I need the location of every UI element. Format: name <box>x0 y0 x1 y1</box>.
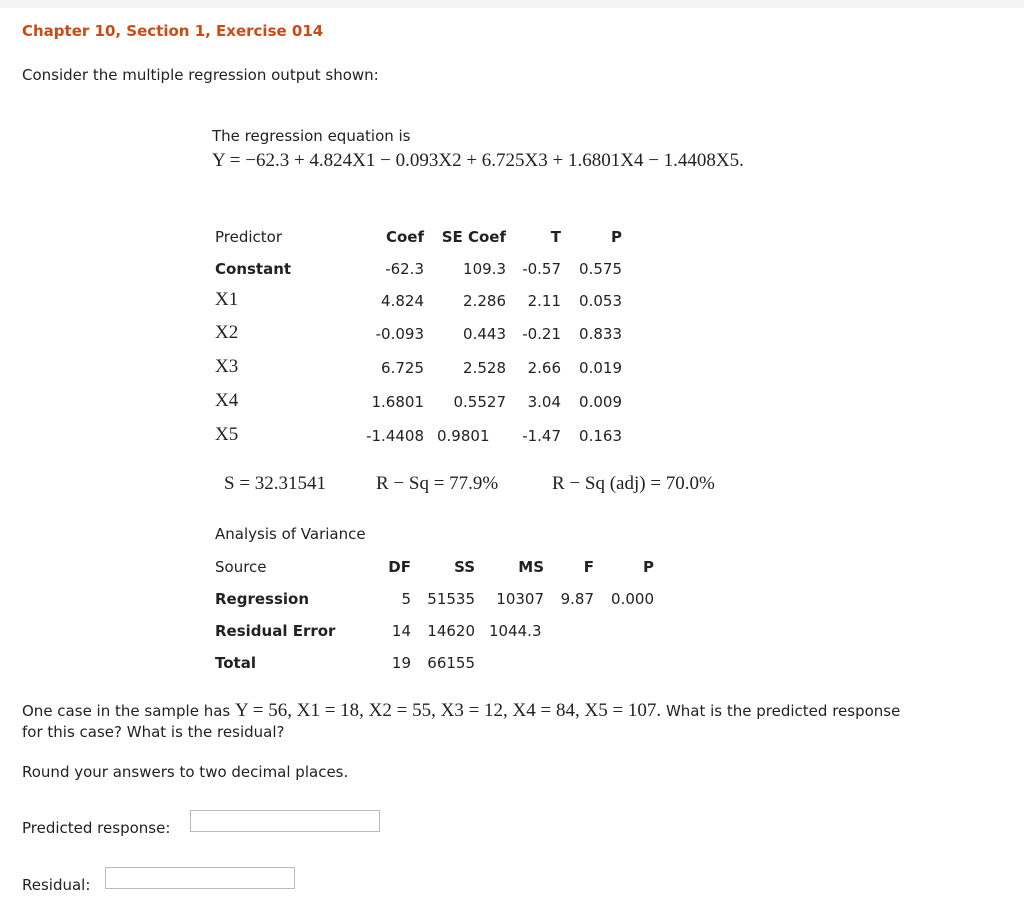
question-prefix: One case in the sample has <box>22 702 231 720</box>
header-se-coef: SE Coef <box>441 228 506 246</box>
table-row <box>0 653 1024 673</box>
std-error-stat: S = 32.31541 <box>224 473 327 494</box>
anova-title: Analysis of Variance <box>215 525 366 543</box>
p-value: 0.009 <box>579 393 622 411</box>
predictor-name: X5 <box>215 424 239 445</box>
table-row <box>0 324 1024 344</box>
predicted-response-input[interactable] <box>190 810 380 832</box>
t-value: 2.11 <box>527 292 561 310</box>
coef-value: -62.3 <box>385 260 424 278</box>
rounding-instruction: Round your answers to two decimal places. <box>22 763 349 781</box>
r-squared-adj-stat: R − Sq (adj) = 70.0% <box>552 473 715 494</box>
p-value: 0.163 <box>579 427 622 445</box>
t-value: -0.21 <box>522 325 561 343</box>
table-row <box>0 589 1024 609</box>
header-coef: Coef <box>385 228 424 246</box>
coef-value: -1.4408 <box>366 427 424 445</box>
source-name: Residual Error <box>215 622 336 640</box>
ms-value: 10307 <box>496 590 544 608</box>
header-f: F <box>583 558 594 576</box>
anova-header-row <box>0 557 1024 577</box>
se-coef-value: 0.9801 <box>437 427 490 445</box>
table-row <box>0 358 1024 378</box>
predictor-name: X1 <box>215 289 239 310</box>
header-predictor: Predictor <box>215 228 283 246</box>
table-row <box>0 426 1024 446</box>
ms-value: 1044.3 <box>489 622 542 640</box>
predictor-name: X3 <box>215 356 239 377</box>
table-row <box>0 259 1024 279</box>
p-value: 0.019 <box>579 359 622 377</box>
residual-label: Residual: <box>22 876 91 894</box>
f-value: 9.87 <box>560 590 594 608</box>
header-p: P <box>611 228 622 246</box>
header-ss: SS <box>454 558 475 576</box>
ss-value: 14620 <box>427 622 475 640</box>
se-coef-value: 109.3 <box>463 260 506 278</box>
page-title: Chapter 10, Section 1, Exercise 014 <box>22 22 324 40</box>
coef-value: -0.093 <box>375 325 424 343</box>
header-df: DF <box>388 558 411 576</box>
header-p: P <box>643 558 654 576</box>
source-name: Total <box>215 654 256 672</box>
coef-header-row <box>0 227 1024 247</box>
equation-label: The regression equation is <box>212 127 411 145</box>
p-value: 0.833 <box>579 325 622 343</box>
se-coef-value: 0.5527 <box>453 393 506 411</box>
coef-value: 1.6801 <box>371 393 424 411</box>
header-ms: MS <box>518 558 544 576</box>
se-coef-value: 2.528 <box>463 359 506 377</box>
df-value: 19 <box>391 654 411 672</box>
header-source: Source <box>215 558 267 576</box>
predictor-name: X2 <box>215 322 239 343</box>
df-value: 14 <box>391 622 411 640</box>
se-coef-value: 2.286 <box>463 292 506 310</box>
p-value: 0.575 <box>579 260 622 278</box>
top-bar <box>0 0 1024 8</box>
regression-equation: Y = −62.3 + 4.824X1 − 0.093X2 + 6.725X3 + 1.6801X4 − 1.4408X5. <box>212 150 744 171</box>
t-value: -1.47 <box>522 427 561 445</box>
p-value: 0.000 <box>611 590 654 608</box>
p-value: 0.053 <box>579 292 622 310</box>
predictor-name: Constant <box>215 260 292 278</box>
t-value: 2.66 <box>527 359 561 377</box>
header-t: T <box>550 228 561 246</box>
intro-text: Consider the multiple regression output shown: <box>22 66 379 84</box>
question-line <box>22 700 1022 722</box>
coef-value: 6.725 <box>381 359 424 377</box>
ss-value: 66155 <box>427 654 475 672</box>
question-line-2: for this case? What is the residual? <box>22 723 285 741</box>
coef-value: 4.824 <box>381 292 424 310</box>
case-values: Y = 56, X1 = 18, X2 = 55, X3 = 12, X4 = 84, X5 = 107. <box>235 700 662 721</box>
source-name: Regression <box>215 590 310 608</box>
se-coef-value: 0.443 <box>463 325 506 343</box>
t-value: 3.04 <box>527 393 561 411</box>
ss-value: 51535 <box>427 590 475 608</box>
r-squared-stat: R − Sq = 77.9% <box>376 473 499 494</box>
predicted-response-label: Predicted response: <box>22 819 171 837</box>
table-row <box>0 621 1024 641</box>
predictor-name: X4 <box>215 390 239 411</box>
table-row <box>0 291 1024 311</box>
residual-input[interactable] <box>105 867 295 889</box>
question-suffix: What is the predicted response <box>665 702 901 720</box>
df-value: 5 <box>401 590 411 608</box>
t-value: -0.57 <box>522 260 561 278</box>
table-row <box>0 392 1024 412</box>
